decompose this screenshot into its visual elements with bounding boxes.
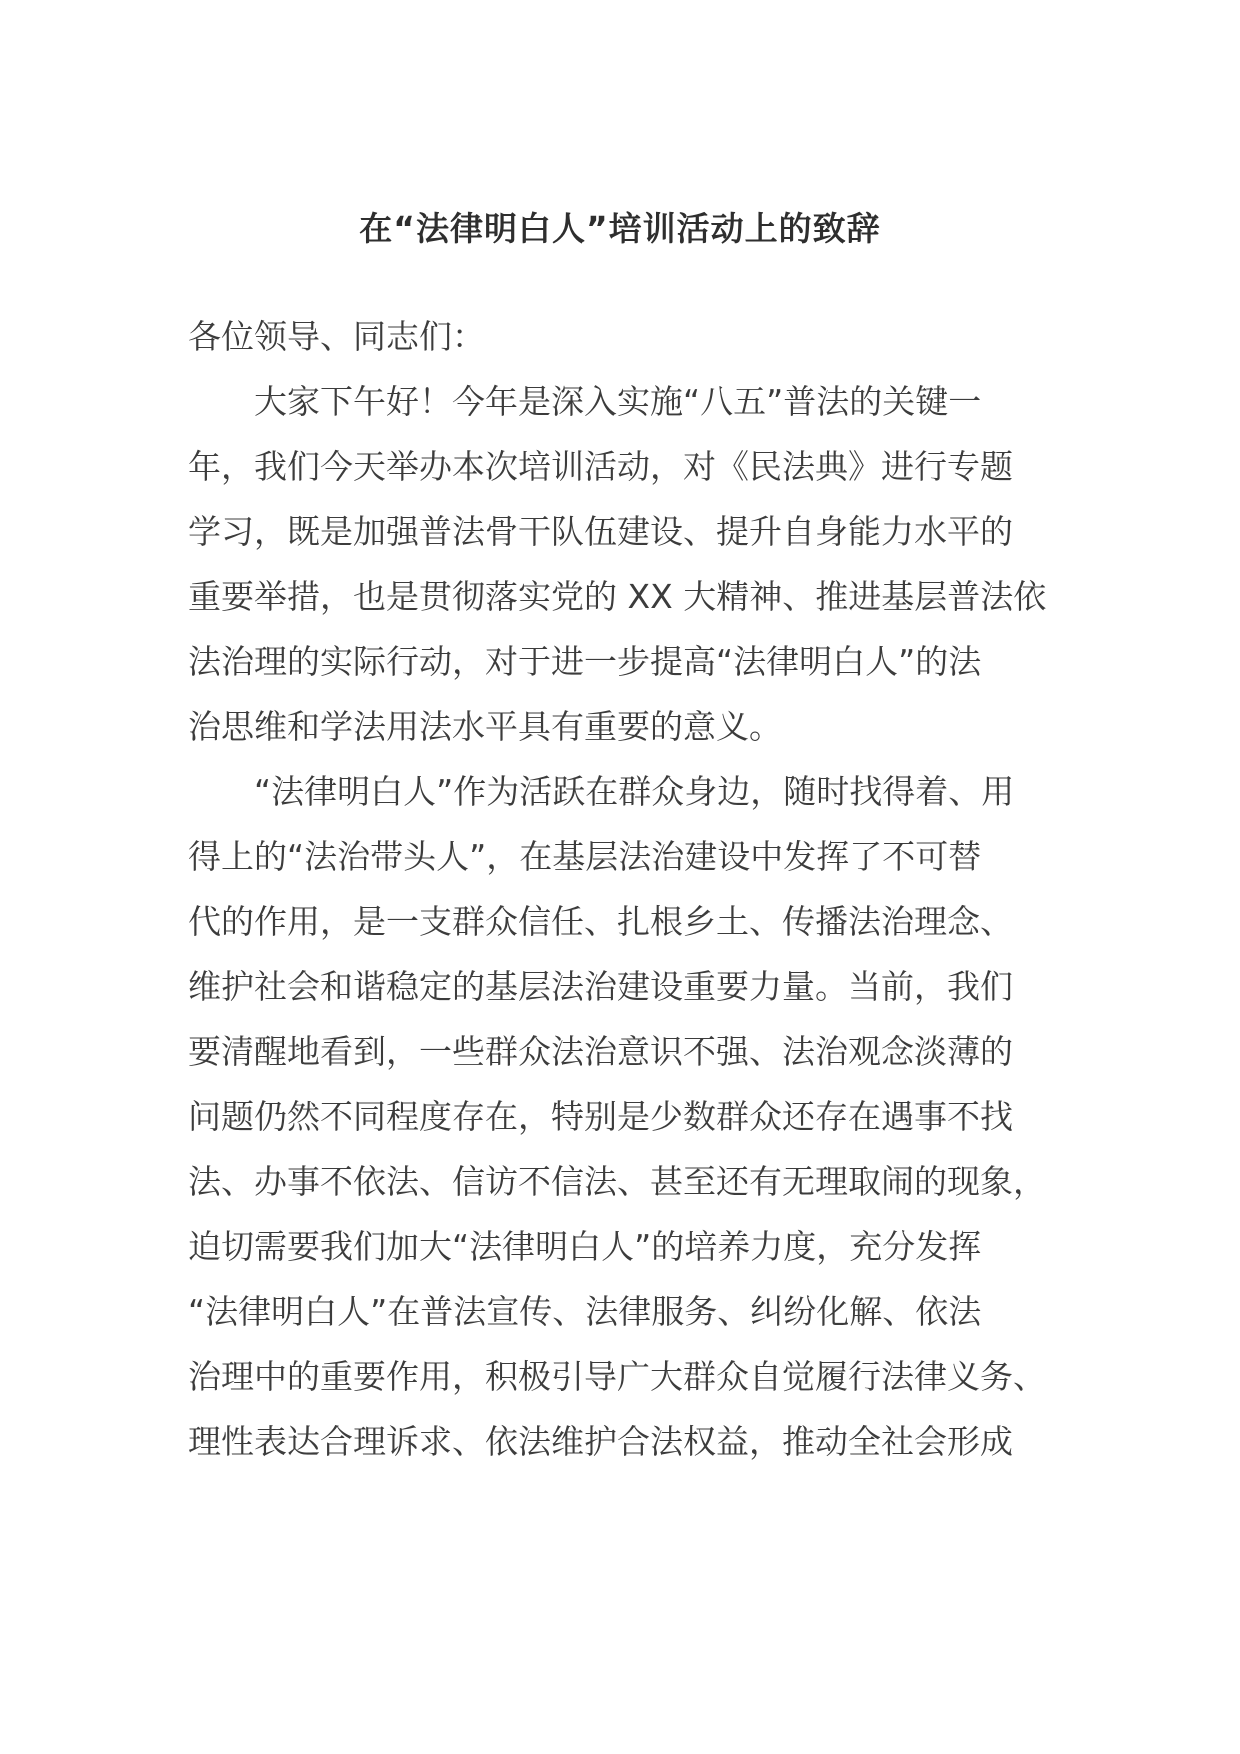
body-line: “法律明白人”作为活跃在群众身边，随时找得着、用 (254, 772, 1015, 811)
body-line: 治思维和学法用法水平具有重要的意义。 (188, 707, 782, 746)
body-line: 重要举措，也是贯彻落实党的 XX 大精神、推进基层普法依 (188, 577, 1047, 616)
body-line: 法治理的实际行动，对于进一步提高“法律明白人”的法 (188, 642, 982, 681)
body-line: 学习，既是加强普法骨干队伍建设、提升自身能力水平的 (188, 512, 1013, 551)
body-line: 维护社会和谐稳定的基层法治建设重要力量。当前，我们 (188, 967, 1013, 1006)
body-line: “法律明白人”在普法宣传、法律服务、纠纷化解、依法 (188, 1292, 982, 1331)
body-line: 各位领导、同志们： (188, 317, 485, 356)
body-line: 法、办事不依法、信访不信法、甚至还有无理取闹的现象， (188, 1162, 1046, 1201)
body-line: 治理中的重要作用，积极引导广大群众自觉履行法律义务、 (188, 1357, 1046, 1396)
body-line: 年，我们今天举办本次培训活动，对《民法典》进行专题 (188, 447, 1013, 486)
body-line: 迫切需要我们加大“法律明白人”的培养力度，充分发挥 (188, 1227, 982, 1266)
document-body (188, 304, 1054, 1474)
body-line: 理性表达合理诉求、依法维护合法权益，推动全社会形成 (188, 1422, 1013, 1461)
body-line: 要清醒地看到，一些群众法治意识不强、法治观念淡薄的 (188, 1032, 1013, 1071)
body-line: 代的作用，是一支群众信任、扎根乡土、传播法治理念、 (188, 902, 1013, 941)
document-title: 在“法律明白人”培训活动上的致辞 (359, 209, 881, 248)
body-line: 问题仍然不同程度存在，特别是少数群众还存在遇事不找 (188, 1097, 1013, 1136)
body-line: 得上的“法治带头人”，在基层法治建设中发挥了不可替 (188, 837, 982, 876)
body-line: 大家下午好！今年是深入实施“八五”普法的关键一 (254, 382, 982, 421)
